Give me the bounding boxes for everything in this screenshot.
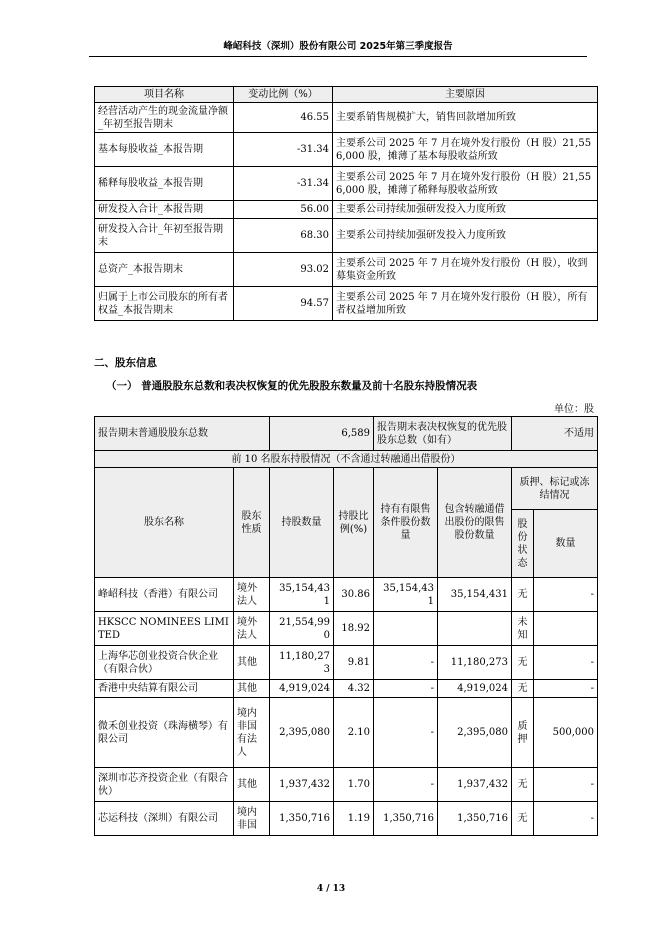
table-row bbox=[95, 768, 598, 802]
share-ratio: 2.10 bbox=[334, 698, 374, 768]
pledge-status: 无 bbox=[512, 578, 534, 612]
share-ratio: 4.32 bbox=[334, 680, 374, 698]
item-name: 稀释每股收益_本报告期 bbox=[95, 167, 234, 201]
table-header-row bbox=[95, 87, 598, 103]
change-ratio: 56.00 bbox=[234, 201, 333, 219]
reason: 主要系公司持续加强研发投入力度所致 bbox=[333, 219, 598, 253]
change-ratio: -31.34 bbox=[234, 167, 333, 201]
share-ratio: 30.86 bbox=[334, 578, 374, 612]
table-row bbox=[95, 698, 598, 768]
share-count: 1,937,432 bbox=[270, 768, 334, 802]
shareholder-nature: 其他 bbox=[234, 646, 270, 680]
restricted-incl-lent: 11,180,273 bbox=[438, 646, 512, 680]
page-number: 4 / 13 bbox=[316, 884, 346, 894]
restricted-shares: - bbox=[374, 680, 438, 698]
share-count: 4,919,024 bbox=[270, 680, 334, 698]
preferred-shareholders-value: 不适用 bbox=[512, 417, 598, 451]
shareholder-name: 深圳市芯齐投资企业（有限合伙） bbox=[95, 768, 234, 802]
column-header: 变动比例（%） bbox=[234, 87, 333, 103]
change-ratio: -31.34 bbox=[234, 133, 333, 167]
share-ratio: 1.19 bbox=[334, 802, 374, 836]
share-ratio: 1.70 bbox=[334, 768, 374, 802]
share-count: 1,350,716 bbox=[270, 802, 334, 836]
table-row bbox=[95, 167, 598, 201]
table-row bbox=[95, 646, 598, 680]
restricted-incl-lent: 2,395,080 bbox=[438, 698, 512, 768]
shareholder-nature: 其他 bbox=[234, 680, 270, 698]
restricted-shares: 35,154,431 bbox=[374, 578, 438, 612]
restricted-incl-lent: 4,919,024 bbox=[438, 680, 512, 698]
preferred-shareholders-label: 报告期末表决权恢复的优先股股东总数（如有） bbox=[374, 417, 512, 451]
shareholder-name: 微禾创业投资（珠海横琴）有限公司 bbox=[95, 698, 234, 768]
column-header: 主要原因 bbox=[333, 87, 598, 103]
table-row bbox=[95, 612, 598, 646]
reason: 主要系公司 2025 年 7 月在境外发行股份（H 股），收到募集资金所致 bbox=[333, 253, 598, 287]
pledge-status: 无 bbox=[512, 680, 534, 698]
column-header: 股东性质 bbox=[234, 468, 270, 578]
header-divider bbox=[89, 56, 587, 57]
table-row bbox=[95, 578, 598, 612]
pledge-quantity: - bbox=[534, 680, 598, 698]
table-row bbox=[95, 680, 598, 698]
table-row bbox=[95, 802, 598, 836]
column-header: 包含转融通借出股份的限售股份数量 bbox=[438, 468, 512, 578]
pledge-status: 无 bbox=[512, 768, 534, 802]
total-shareholders-label: 报告期末普通股股东总数 bbox=[95, 417, 270, 451]
pledge-quantity: 500,000 bbox=[534, 698, 598, 768]
shareholder-name: 上海华芯创业投资合伙企业（有限合伙） bbox=[95, 646, 234, 680]
table-row bbox=[95, 253, 598, 287]
restricted-incl-lent bbox=[438, 612, 512, 646]
column-header: 股份状态 bbox=[512, 510, 534, 578]
item-name: 基本每股收益_本报告期 bbox=[95, 133, 234, 167]
restricted-shares: - bbox=[374, 698, 438, 768]
column-header: 项目名称 bbox=[95, 87, 234, 103]
table-row bbox=[95, 219, 598, 253]
item-name: 归属于上市公司股东的所有者权益_本报告期末 bbox=[95, 287, 234, 321]
column-header: 持股比例(%) bbox=[334, 468, 374, 578]
column-header: 股东名称 bbox=[95, 468, 234, 578]
reason: 主要系公司持续加强研发投入力度所致 bbox=[333, 201, 598, 219]
restricted-incl-lent: 1,350,716 bbox=[438, 802, 512, 836]
share-count: 2,395,080 bbox=[270, 698, 334, 768]
pledge-quantity: - bbox=[534, 802, 598, 836]
shareholder-nature: 境外法人 bbox=[234, 578, 270, 612]
pledge-quantity bbox=[534, 612, 598, 646]
top10-caption-row bbox=[95, 451, 598, 468]
change-reason-table bbox=[94, 86, 598, 321]
shareholder-name: 香港中央结算有限公司 bbox=[95, 680, 234, 698]
table-row bbox=[95, 103, 598, 133]
unit-label: 单位：股 bbox=[554, 404, 594, 415]
shareholder-name: HKSCC NOMINEES LIMITED bbox=[95, 612, 234, 646]
pledge-status: 质押 bbox=[512, 698, 534, 768]
share-ratio: 18.92 bbox=[334, 612, 374, 646]
item-name: 总资产_本报告期末 bbox=[95, 253, 234, 287]
table-header-row bbox=[95, 468, 598, 510]
table-row bbox=[95, 201, 598, 219]
shareholder-nature: 境内非国有法人 bbox=[234, 698, 270, 768]
reason: 主要系公司 2025 年 7 月在境外发行股份（H 股）21,556,000 股，摊薄了基本每股收益所致 bbox=[333, 133, 598, 167]
change-ratio: 68.30 bbox=[234, 219, 333, 253]
restricted-incl-lent: 35,154,431 bbox=[438, 578, 512, 612]
reason: 主要系销售规模扩大，销售回款增加所致 bbox=[333, 103, 598, 133]
table-row bbox=[95, 133, 598, 167]
top10-caption: 前 10 名股东持股情况（不含通过转融通出借股份） bbox=[95, 451, 598, 468]
total-shareholders-value: 6,589 bbox=[270, 417, 374, 451]
shareholder-nature: 境内非国 bbox=[234, 802, 270, 836]
shareholder-name: 芯运科技（深圳）有限公司 bbox=[95, 802, 234, 836]
pledge-quantity: - bbox=[534, 768, 598, 802]
restricted-shares: 1,350,716 bbox=[374, 802, 438, 836]
shareholder-nature: 其他 bbox=[234, 768, 270, 802]
share-count: 11,180,273 bbox=[270, 646, 334, 680]
item-name: 研发投入合计_年初至报告期末 bbox=[95, 219, 234, 253]
shareholder-table bbox=[94, 416, 598, 836]
shareholder-nature: 境外法人 bbox=[234, 612, 270, 646]
section-title: 二、股东信息 bbox=[94, 357, 157, 369]
subsection-title: （一） 普通股股东总数和表决权恢复的优先股股东数量及前十名股东持股情况表 bbox=[106, 380, 478, 392]
pledge-status: 未知 bbox=[512, 612, 534, 646]
change-ratio: 93.02 bbox=[234, 253, 333, 287]
restricted-incl-lent: 1,937,432 bbox=[438, 768, 512, 802]
page-header: 峰岹科技（深圳）股份有限公司 2025年第三季度报告 bbox=[223, 41, 453, 52]
reason: 主要系公司 2025 年 7 月在境外发行股份（H 股），所有者权益增加所致 bbox=[333, 287, 598, 321]
column-header: 持有有限售条件股份数量 bbox=[374, 468, 438, 578]
share-count: 21,554,990 bbox=[270, 612, 334, 646]
pledge-status: 无 bbox=[512, 646, 534, 680]
share-ratio: 9.81 bbox=[334, 646, 374, 680]
restricted-shares: - bbox=[374, 646, 438, 680]
column-header: 数量 bbox=[534, 510, 598, 578]
table-row bbox=[95, 287, 598, 321]
pledge-quantity: - bbox=[534, 578, 598, 612]
column-header: 持股数量 bbox=[270, 468, 334, 578]
pledge-quantity: - bbox=[534, 646, 598, 680]
restricted-shares: - bbox=[374, 768, 438, 802]
share-count: 35,154,431 bbox=[270, 578, 334, 612]
shareholder-name: 峰岹科技（香港）有限公司 bbox=[95, 578, 234, 612]
pledge-status: 无 bbox=[512, 802, 534, 836]
column-header: 质押、标记或冻结情况 bbox=[512, 468, 598, 510]
reason: 主要系公司 2025 年 7 月在境外发行股份（H 股）21,556,000 股，摊薄了稀释每股收益所致 bbox=[333, 167, 598, 201]
restricted-shares bbox=[374, 612, 438, 646]
item-name: 研发投入合计_本报告期 bbox=[95, 201, 234, 219]
change-ratio: 94.57 bbox=[234, 287, 333, 321]
change-ratio: 46.55 bbox=[234, 103, 333, 133]
item-name: 经营活动产生的现金流量净额_年初至报告期末 bbox=[95, 103, 234, 133]
summary-row bbox=[95, 417, 598, 451]
